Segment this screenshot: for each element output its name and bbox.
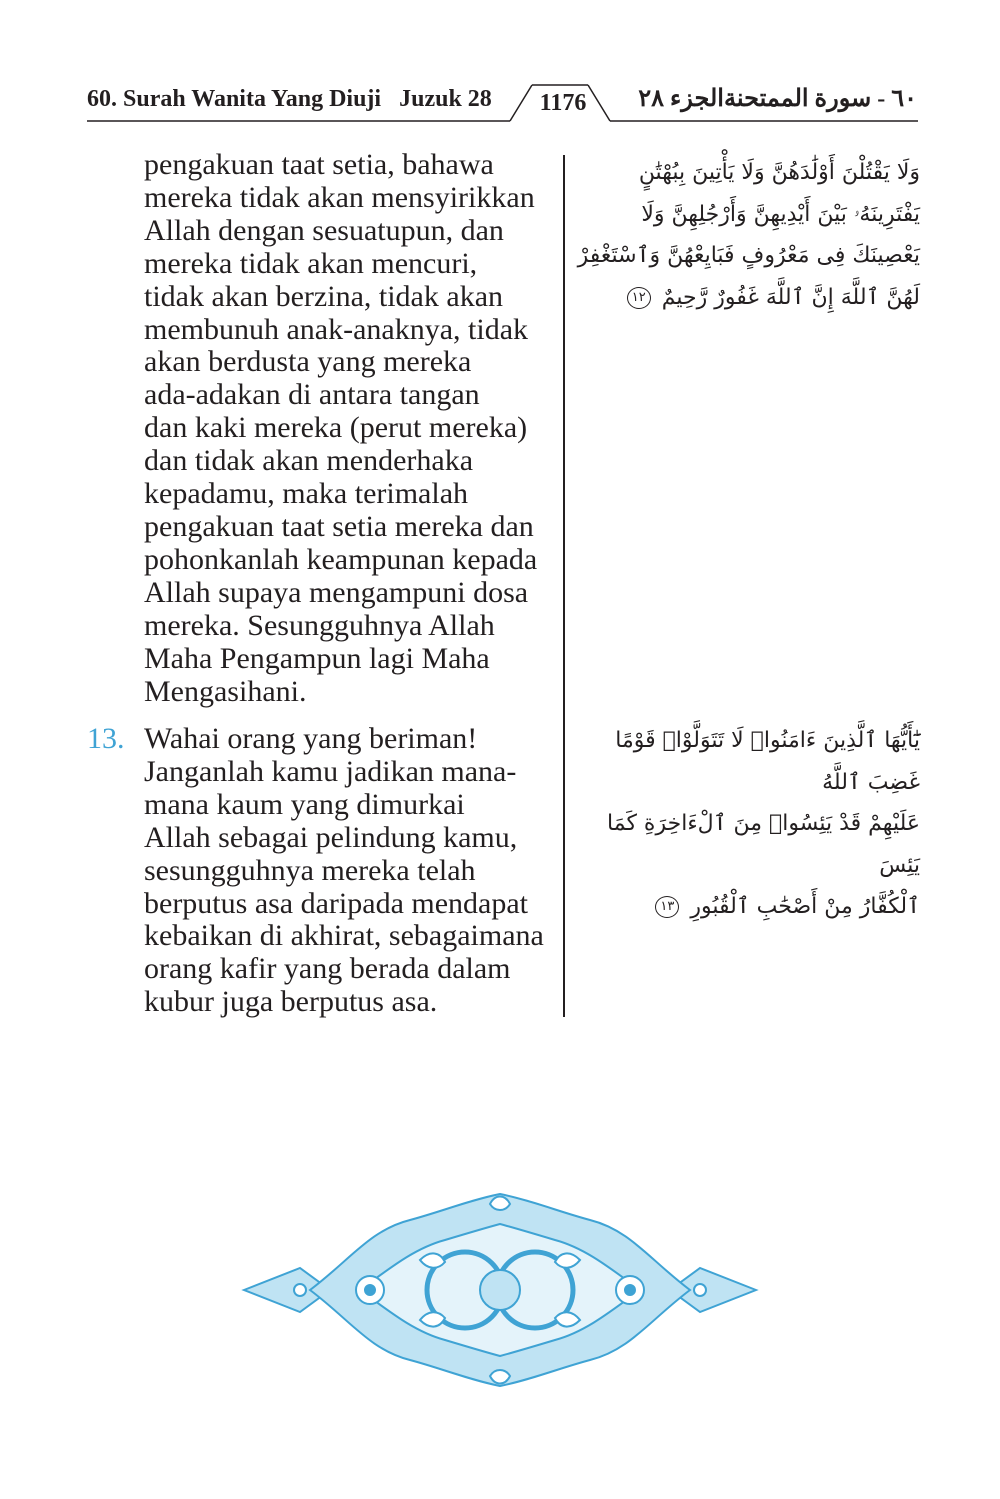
- ayah-end-marker-icon: ١٣: [655, 896, 679, 918]
- verse-12-arabic: [575, 152, 920, 318]
- header-rule: [0, 0, 1000, 140]
- verse-12-translation: pengakuan taat setia, bahawa mereka tidak akan mensyirikkan Allah dengan sesuatupun, dan mereka tidak akan mencuri, tidak akan berzina, tidak akan membunuh anak-anaknya, tidak akan berdusta yang mereka ada-adakan di antara tangan dan kaki mereka (perut mereka) dan tidak akan menderhaka kepadamu, maka terimalah pengakuan taat setia mereka dan pohonkanlah keampunan kepada Allah supaya mengampuni dosa mereka. Sesungguhnya Allah Maha Pengampun lagi Maha Mengasihani.: [144, 148, 538, 708]
- ayah-end-marker-icon: ١٢: [627, 287, 651, 309]
- juz-label-latin: Juzuk 28: [399, 86, 492, 112]
- running-header-latin: [87, 86, 492, 113]
- page-number: 1176: [539, 90, 587, 116]
- juz-label-arabic: الجزء ٢٨: [638, 86, 724, 112]
- verse-13-arabic-text: يَٰٓأَيُّهَا ٱلَّذِينَ ءَامَنُوا۟ لَا تَتَوَلَّوْا۟ قَوْمًا غَضِبَ ٱللَّهُ عَلَيْهِمْ قَدْ يَئِسُوا۟ مِنَ ٱلْءَاخِرَةِ كَمَا يَئِسَ ٱلْكُفَّارُ مِنْ أَصْحَٰبِ ٱلْقُبُورِ: [607, 728, 920, 919]
- surah-title-latin: 60. Surah Wanita Yang Diuji: [87, 86, 382, 112]
- verse-13-translation: Wahai orang yang beriman! Janganlah kamu jadikan mana- mana kaum yang dimurkai Allah sebagai pelindung kamu, sesungguhnya mereka telah berputus asa daripada mendapat kebaikan di akhirat, sebagaimana orang kafir yang berada dalam kubur juga berputus asa.: [144, 722, 544, 1019]
- running-header-arabic: [586, 84, 917, 113]
- verse-13-arabic: [575, 720, 920, 928]
- verse-12-arabic-text: وَلَا يَقْتُلْنَ أَوْلَٰدَهُنَّ وَلَا يَأْتِينَ بِبُهْتَٰنٍ يَفْتَرِينَهُۥ بَيْنَ أَيْدِيهِنَّ وَأَرْجُلِهِنَّ وَلَا يَعْصِينَكَ فِى مَعْرُوفٍ فَبَايِعْهُنَّ وَٱسْتَغْفِرْ لَهُنَّ ٱللَّهَ إِنَّ ٱللَّهَ غَفُورٌ رَّحِيمٌ: [577, 160, 920, 310]
- verse-13-number: 13.: [87, 722, 125, 755]
- column-divider: [563, 155, 565, 1017]
- surah-title-arabic: ٦٠ - سورة الممتحنة: [723, 86, 917, 112]
- ornamental-divider-icon: [240, 1190, 760, 1390]
